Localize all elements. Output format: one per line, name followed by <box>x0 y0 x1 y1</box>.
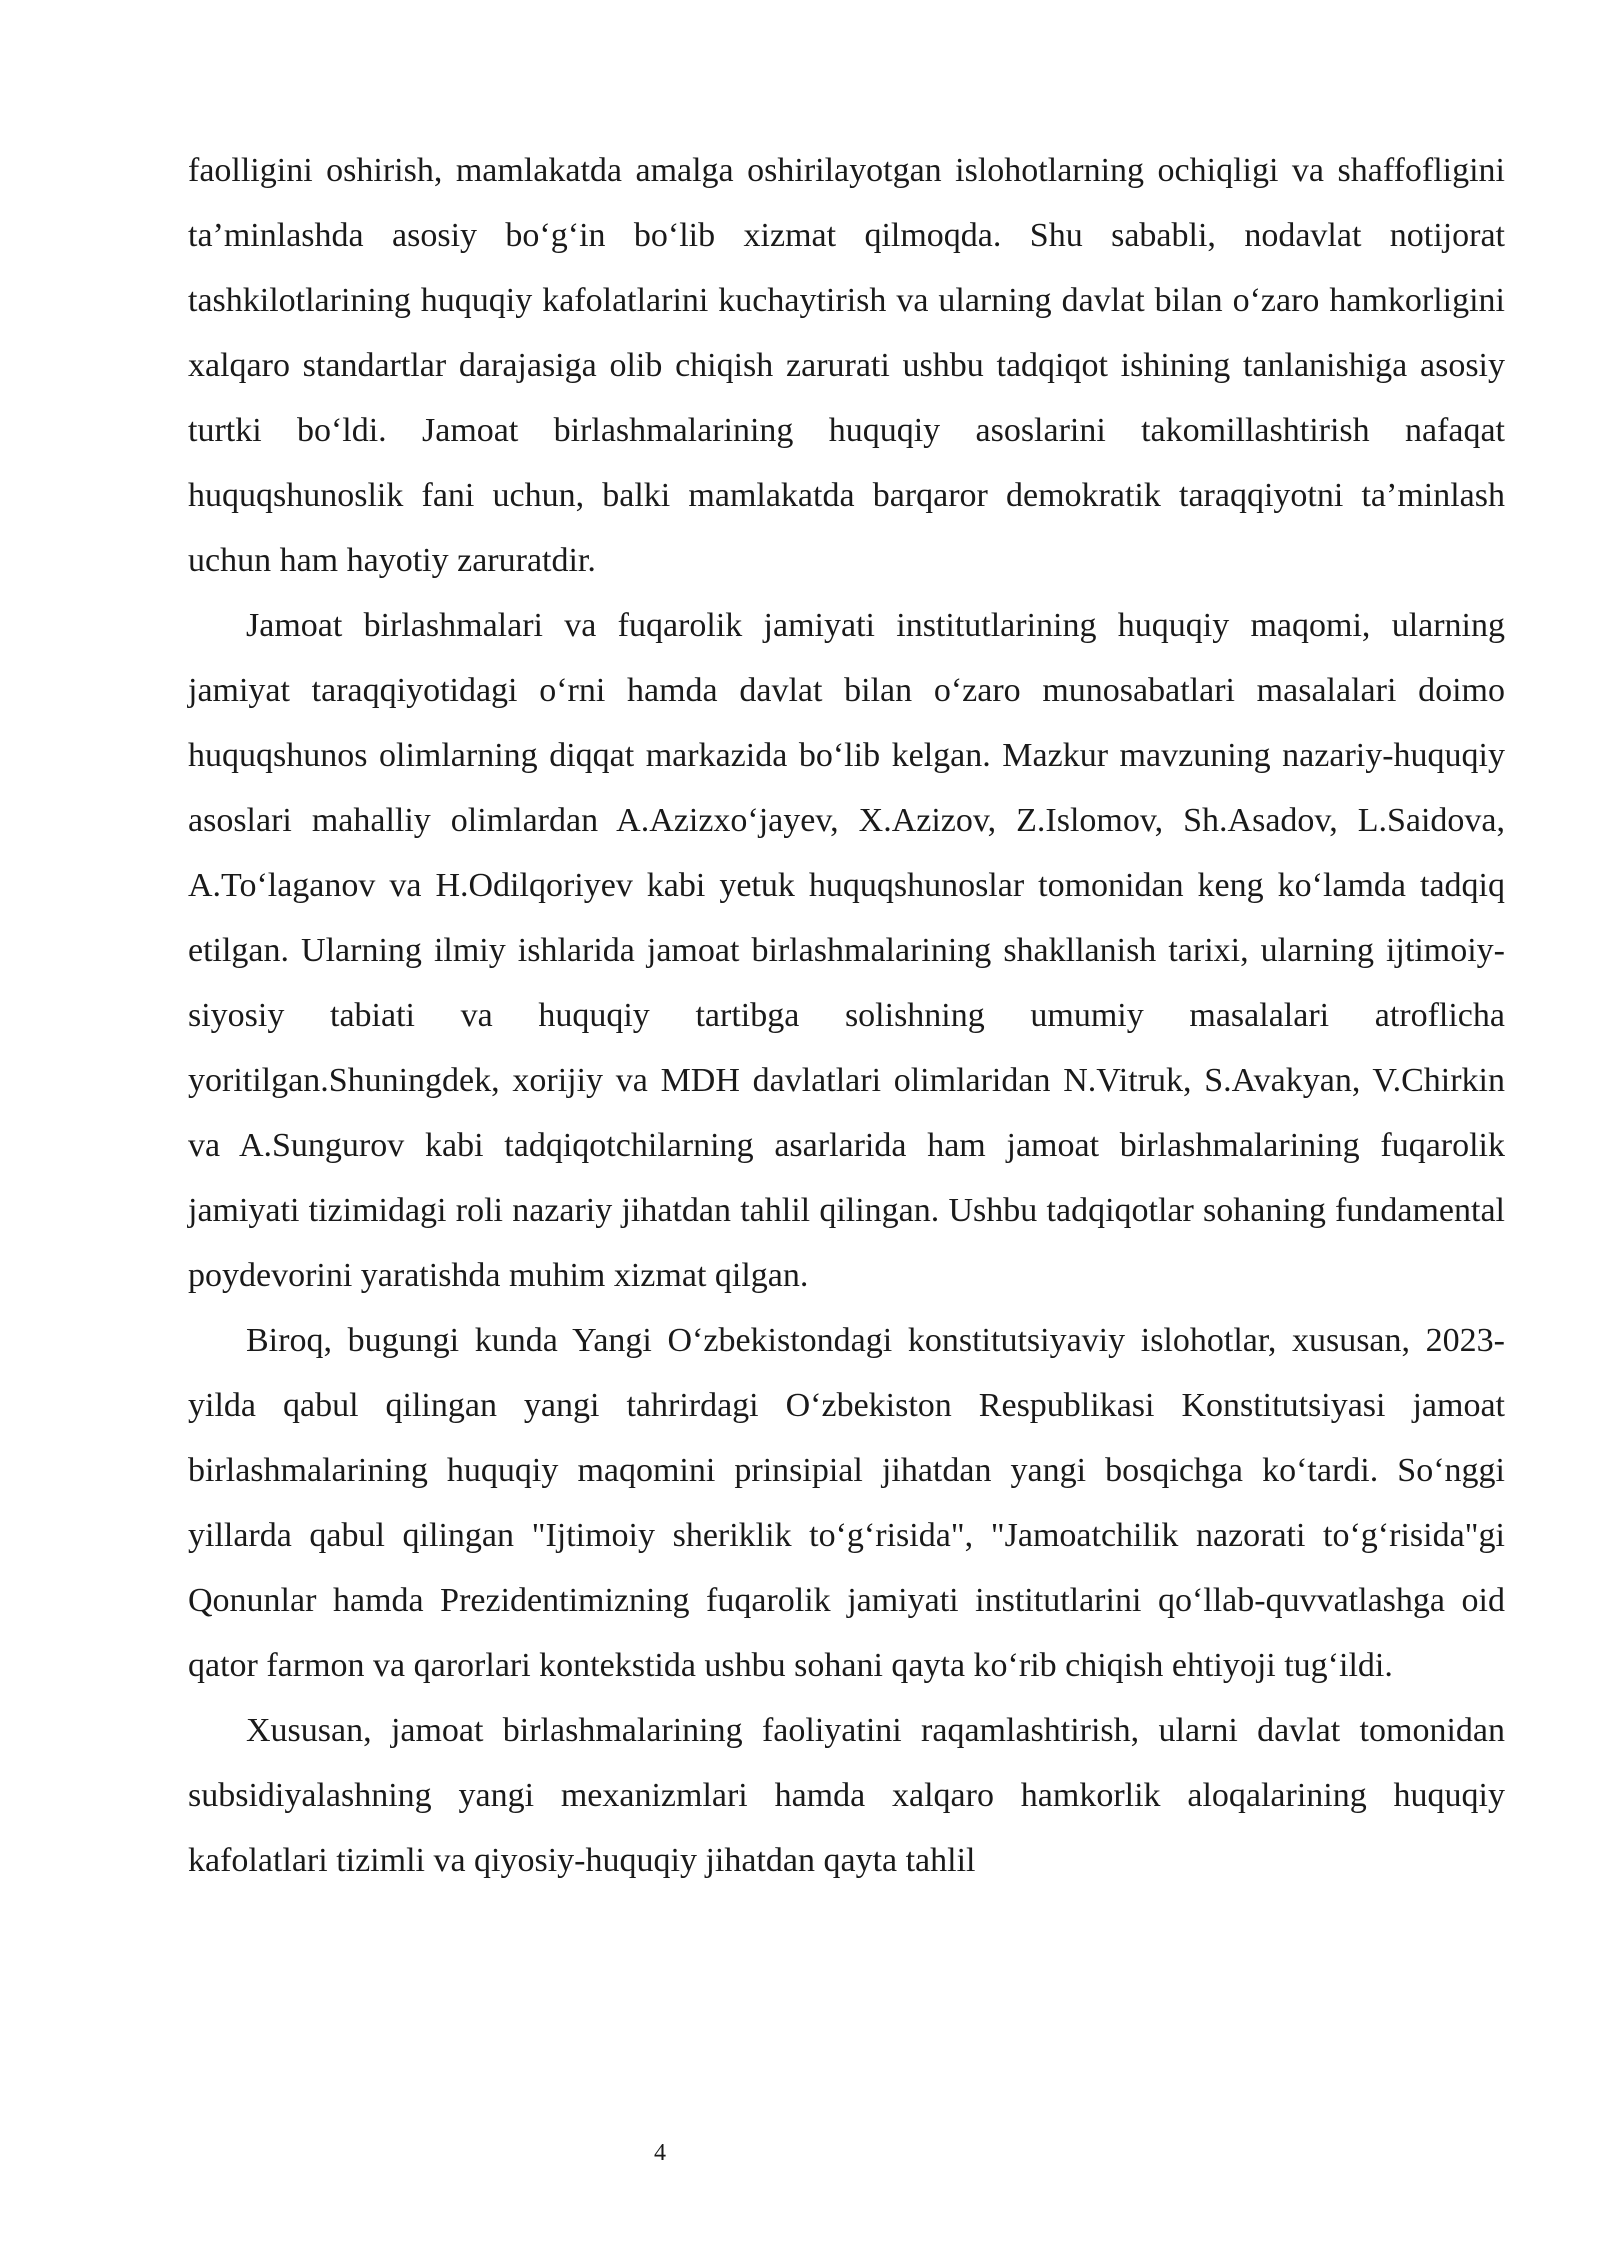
paragraph-2: Jamoat birlashmalari va fuqarolik jamiyati institutlarining huquqiy maqomi, ularning jamiyat taraqqiyotidagi o‘rni hamda davlat bilan o‘zaro munosabatlari masalalari doimo huquqshunos olimlarning diqqat markazida bo‘lib kelgan. Mazkur mavzuning nazariy-huquqiy asoslari mahalliy olimlardan A.Azizxo‘jayev, X.Azizov, Z.Islomov, Sh.Asadov, L.Saidova, A.To‘laganov va H.Odilqoriyev kabi yetuk huquqshunoslar tomonidan keng ko‘lamda tadqiq etilgan. Ularning ilmiy ishlarida jamoat birlashmalarining shakllanish tarixi, ularning ijtimoiy-siyosiy tabiati va huquqiy tartibga solishning umumiy masalalari atroflicha yoritilgan.Shuningdek, xorijiy va MDH davlatlari olimlaridan N.Vitruk, S.Avakyan, V.Chirkin va A.Sungurov kabi tadqiqotchilarning asarlarida ham jamoat birlashmalarining fuqarolik jamiyati tizimidagi roli nazariy jihatdan tahlil qilingan. Ushbu tadqiqotlar sohaning fundamental poydevorini yaratishda muhim xizmat qilgan. <box>188 607 1505 1294</box>
page-number: 4 <box>654 2140 666 2166</box>
paragraph-3: Biroq, bugungi kunda Yangi O‘zbekistondagi konstitutsiyaviy islohotlar, xususan, 2023-yilda qabul qilingan yangi tahrirdagi O‘zbekiston Respublikasi Konstitutsiyasi jamoat birlashmalarining huquqiy maqomini prinsipial jihatdan yangi bosqichga ko‘tardi. So‘nggi yillarda qabul qilingan "Ijtimoiy sheriklik to‘g‘risida", "Jamoatchilik nazorati to‘g‘risida"gi Qonunlar hamda Prezidentimizning fuqarolik jamiyati institutlarini qo‘llab-quvvatlashga oid qator farmon va qarorlari kontekstida ushbu sohani qayta ko‘rib chiqish ehtiyoji tug‘ildi. <box>188 1322 1505 1684</box>
paragraph-4: Xususan, jamoat birlashmalarining faoliyatini raqamlashtirish, ularni davlat tomonidan subsidiyalashning yangi mexanizmlari hamda xalqaro hamkorlik aloqalarining huquqiy kafolatlari tizimli va qiyosiy-huquqiy jihatdan qayta tahlil <box>188 1712 1505 1879</box>
body-text <box>188 138 1505 1893</box>
paragraph-1: faolligini oshirish, mamlakatda amalga oshirilayotgan islohotlarning ochiqligi va shaffofligini ta’minlashda asosiy bo‘g‘in bo‘lib xizmat qilmoqda. Shu sababli, nodavlat notijorat tashkilotlarining huquqiy kafolatlarini kuchaytirish va ularning davlat bilan o‘zaro hamkorligini xalqaro standartlar darajasiga olib chiqish zarurati ushbu tadqiqot ishining tanlanishiga asosiy turtki bo‘ldi. Jamoat birlashmalarining huquqiy asoslarini takomillashtirish nafaqat huquqshunoslik fani uchun, balki mamlakatda barqaror demokratik taraqqiyotni ta’minlash uchun ham hayotiy zaruratdir. <box>188 152 1505 579</box>
